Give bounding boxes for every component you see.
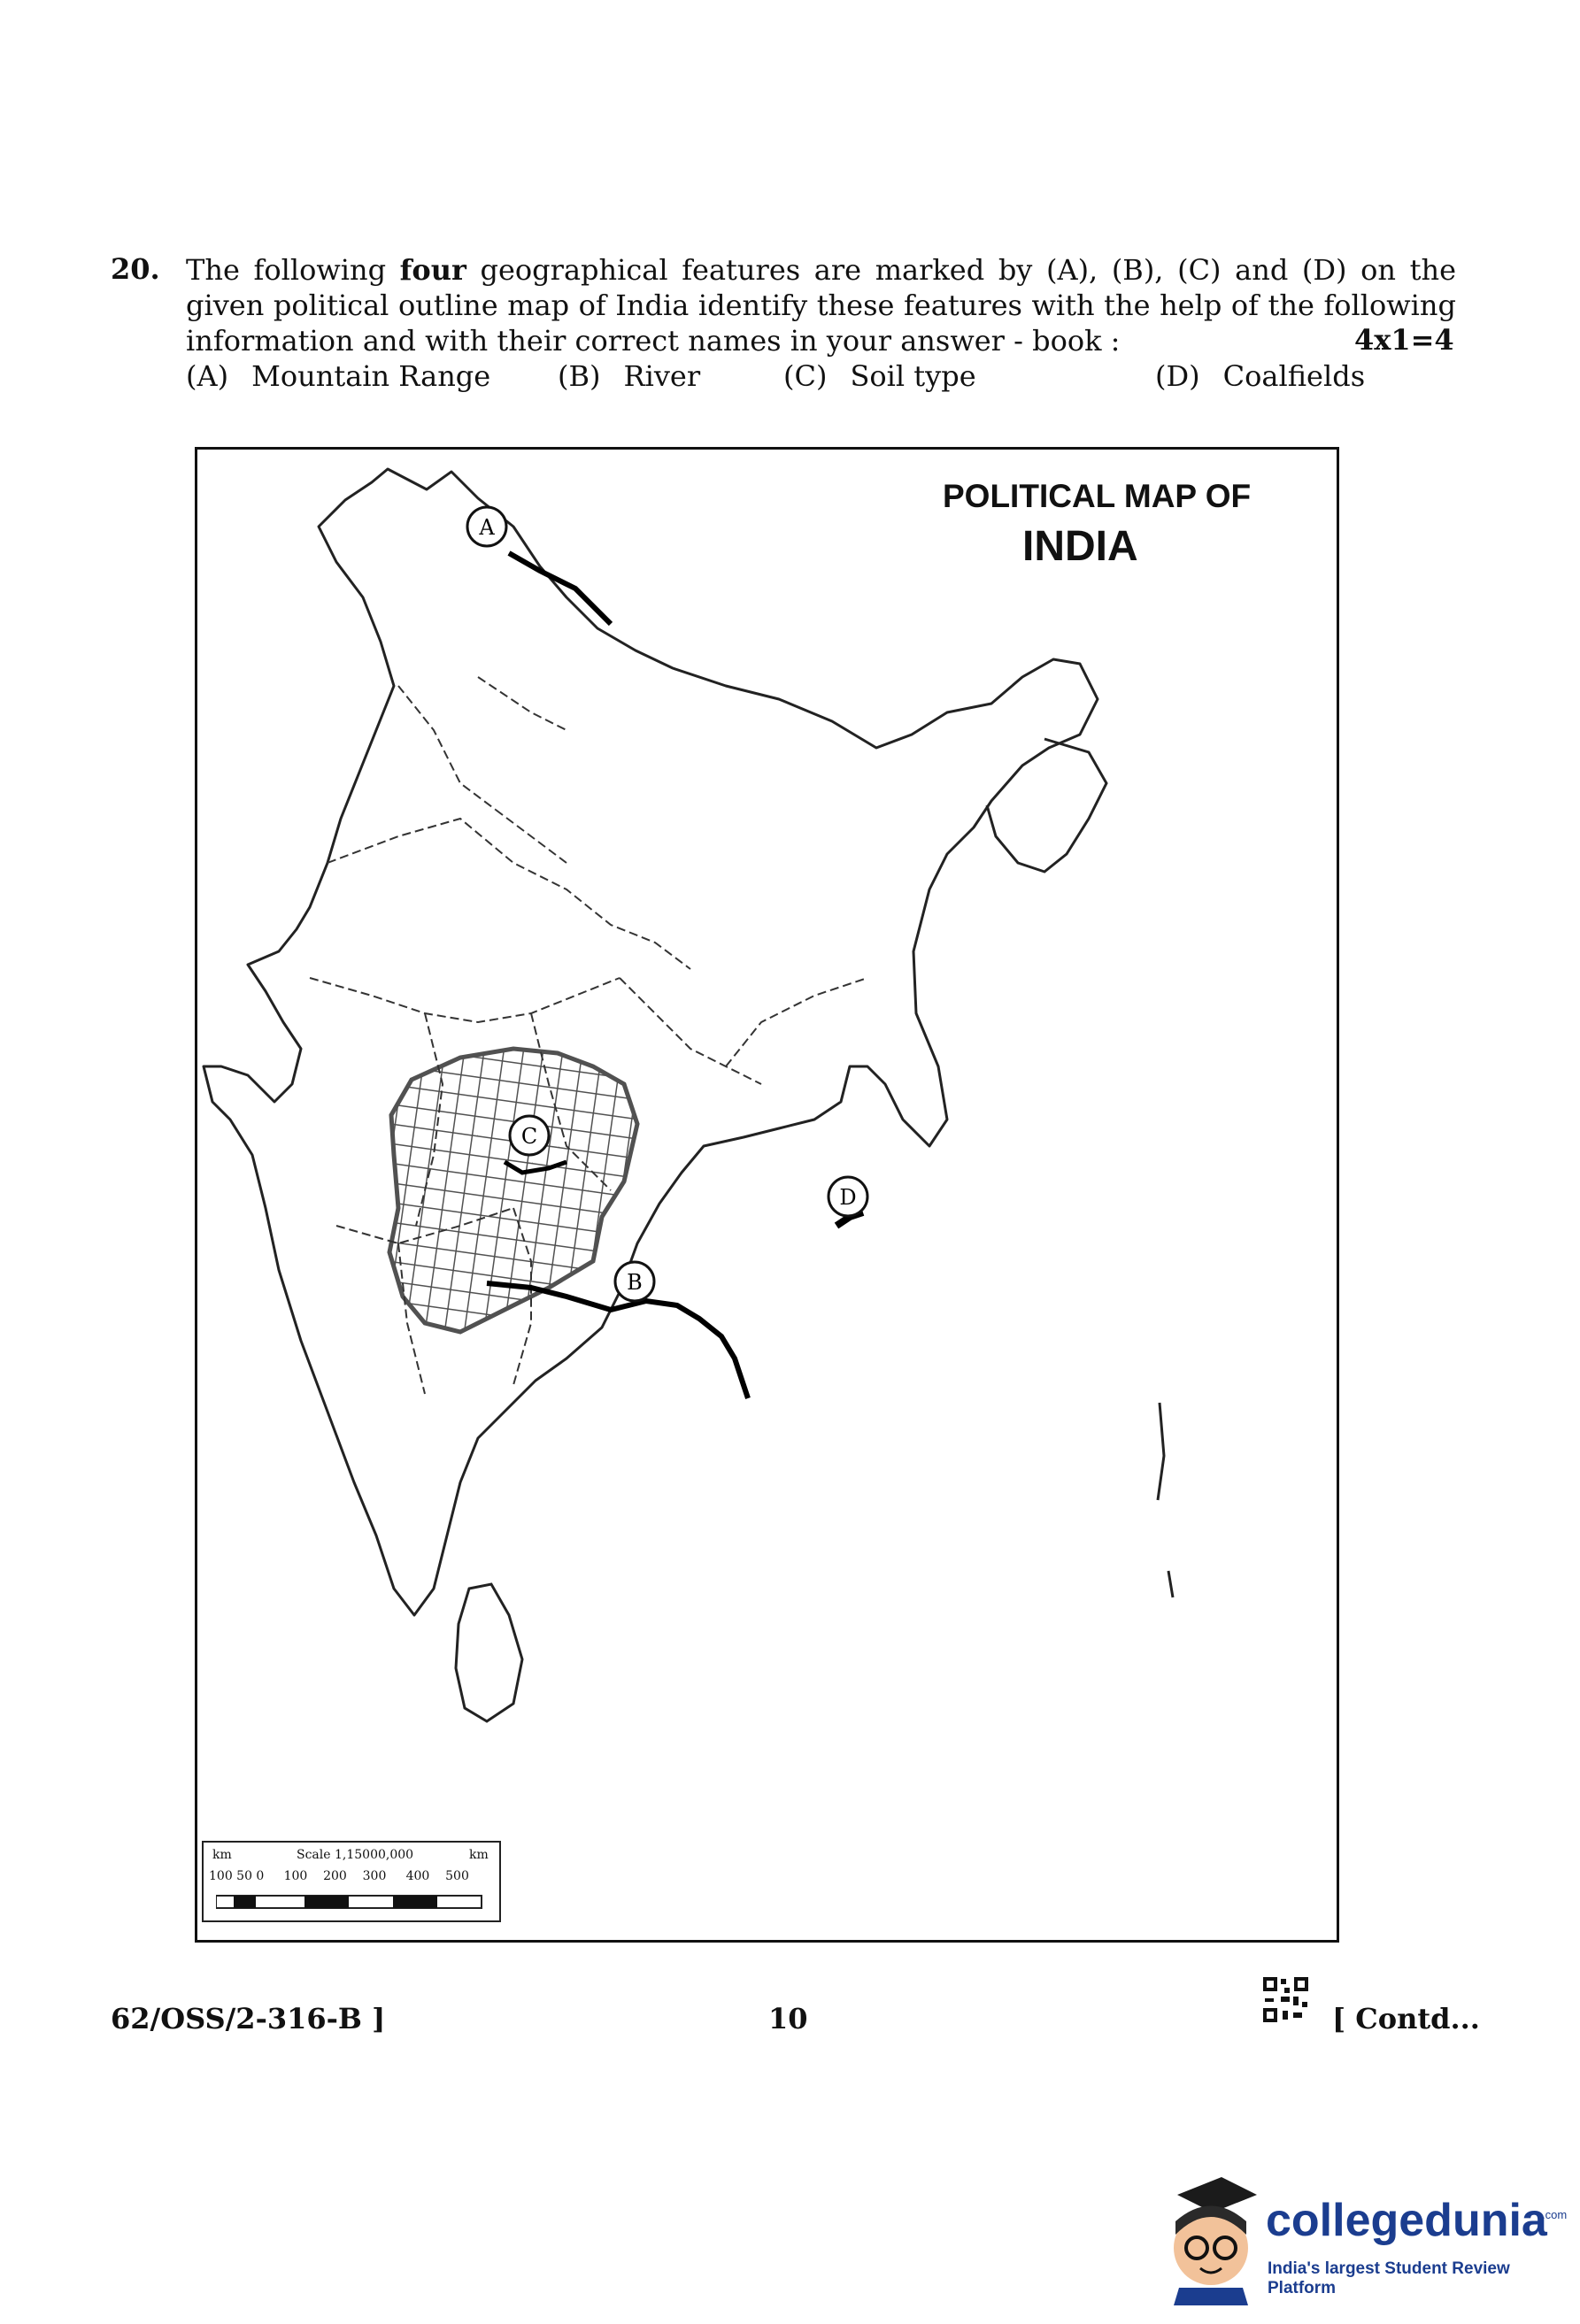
brand-suffix: .com — [1542, 2208, 1568, 2221]
scale-label: Scale 1,15000,000 — [297, 1848, 414, 1862]
paper-code: 62/OSS/2-316-B ] — [111, 2002, 386, 2035]
option-c: (C) Soil type — [783, 359, 976, 393]
option-d: (D) Coalfields — [1155, 359, 1366, 393]
scale-unit-right: km — [469, 1848, 489, 1862]
scale-ticks: 100 50 0 100 200 300 400 500 — [209, 1869, 469, 1883]
question-number: 20. — [111, 252, 160, 286]
brand-tagline: India's largest Student Review Platform — [1268, 2259, 1510, 2297]
scale-bar — [202, 1841, 501, 1922]
northeast-boundary — [987, 739, 1106, 872]
mascot-icon — [1160, 2173, 1257, 2305]
marker-c — [510, 1116, 549, 1155]
svg-text:D: D — [839, 1185, 857, 1210]
india-outline-map — [195, 447, 1339, 1943]
andaman-islands — [1158, 1403, 1173, 1597]
scale-unit-left: km — [212, 1848, 232, 1862]
question-bold-word: four — [399, 253, 466, 287]
sri-lanka-outline — [456, 1584, 522, 1721]
collegedunia-logo — [1160, 2173, 1568, 2305]
option-a: (A) Mountain Range — [186, 359, 491, 393]
option-b: (B) River — [558, 359, 701, 393]
region-c-soil — [389, 1049, 637, 1332]
question-text: The following four geographical features are marked by (A), (B), (C) and (D) on the given political outline map of India identify these features with the help of the following information and with their correct names in your answer - book : — [186, 253, 1457, 358]
brand-name: collegedunia — [1266, 2195, 1547, 2246]
map-title: POLITICAL MAP OF — [943, 478, 1252, 514]
map-subtitle: INDIA — [1022, 523, 1138, 570]
svg-text:B: B — [627, 1270, 643, 1295]
marker-a — [467, 507, 506, 546]
india-boundary — [204, 469, 1098, 1615]
options-row — [186, 358, 1425, 394]
qr-code-icon — [1261, 1975, 1310, 2024]
continued-label: [ Contd... — [1332, 2002, 1480, 2035]
svg-text:A: A — [479, 515, 495, 540]
question-marks: 4x1=4 — [1354, 323, 1454, 357]
marker-b — [615, 1262, 654, 1301]
page-number: 10 — [768, 2002, 808, 2035]
state-borders — [310, 677, 867, 1394]
scale-bar-graphic — [216, 1892, 490, 1912]
svg-text:C: C — [520, 1124, 538, 1149]
marker-d — [829, 1177, 867, 1216]
